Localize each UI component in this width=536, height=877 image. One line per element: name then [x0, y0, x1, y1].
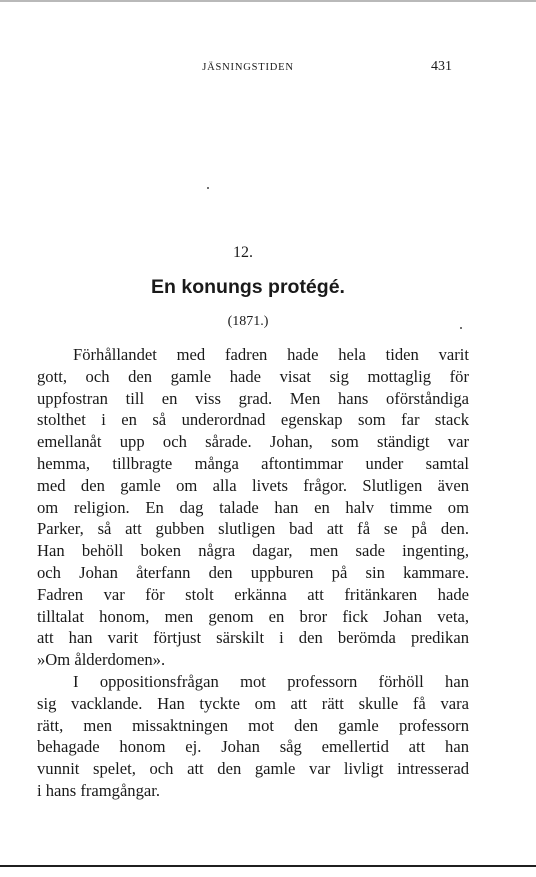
text-line: sig vacklande. Han tyckte om att rätt skulle få vara — [37, 693, 469, 713]
text-line: emellanåt upp och sårade. Johan, som ständigt var — [37, 432, 469, 452]
text-line: Han behöll boken några dagar, men sade ingenting, — [37, 541, 469, 561]
text-line: i hans framgångar. — [37, 780, 161, 800]
text-line: I oppositionsfrågan mot professorn förhöll han — [73, 671, 469, 691]
chapter-title: En konungs protégé. — [151, 276, 345, 298]
text-line: att han varit förtjust särskilt i den berömda predikan — [37, 628, 469, 648]
top-border-rule — [0, 0, 536, 2]
chapter-number: 12. — [233, 244, 253, 261]
text-line: gott, och den gamle hade visat sig mottaglig för — [37, 366, 469, 386]
text-line: vunnit spelet, och att den gamle var livligt intresserad — [37, 759, 469, 779]
chapter-year: (1871.) — [227, 314, 269, 329]
paragraph — [37, 344, 469, 671]
text-line: Parker, så att gubben slutligen bad att få se på den. — [37, 519, 469, 539]
page-number: 431 — [431, 59, 452, 74]
text-line: hemma, tillbragte många aftontimmar under samtal — [37, 453, 469, 473]
running-title: JÄSNINGSTIDEN — [202, 62, 294, 73]
body-text — [37, 344, 469, 802]
text-line: och Johan återfann den uppburen på sin kammare. — [37, 562, 469, 582]
text-line: stolthet i en så underordnad egenskap som far stack — [37, 410, 469, 430]
text-line: »Om ålderdomen». — [37, 650, 166, 670]
text-line: tilltalat honom, men genom en bror fick Johan veta, — [37, 606, 469, 626]
text-line: rätt, men missaktningen mot den gamle professorn — [37, 715, 469, 735]
text-line: uppfostran till en viss grad. Men hans oförståndiga — [37, 388, 469, 408]
paragraph — [37, 671, 469, 802]
text-line: om religion. En dag talade han en halv timme om — [37, 497, 469, 517]
running-head — [0, 59, 536, 78]
text-line: Förhållandet med fadren hade hela tiden varit — [73, 345, 469, 364]
text-line: med den gamle om alla livets frågor. Slutligen även — [37, 475, 469, 495]
bottom-border-rule — [0, 865, 536, 867]
text-line: Fadren var för stolt erkänna att fritänkaren hade — [37, 584, 469, 604]
text-line: behagade honom ej. Johan såg emellertid att han — [37, 737, 469, 757]
print-speck — [207, 187, 209, 189]
